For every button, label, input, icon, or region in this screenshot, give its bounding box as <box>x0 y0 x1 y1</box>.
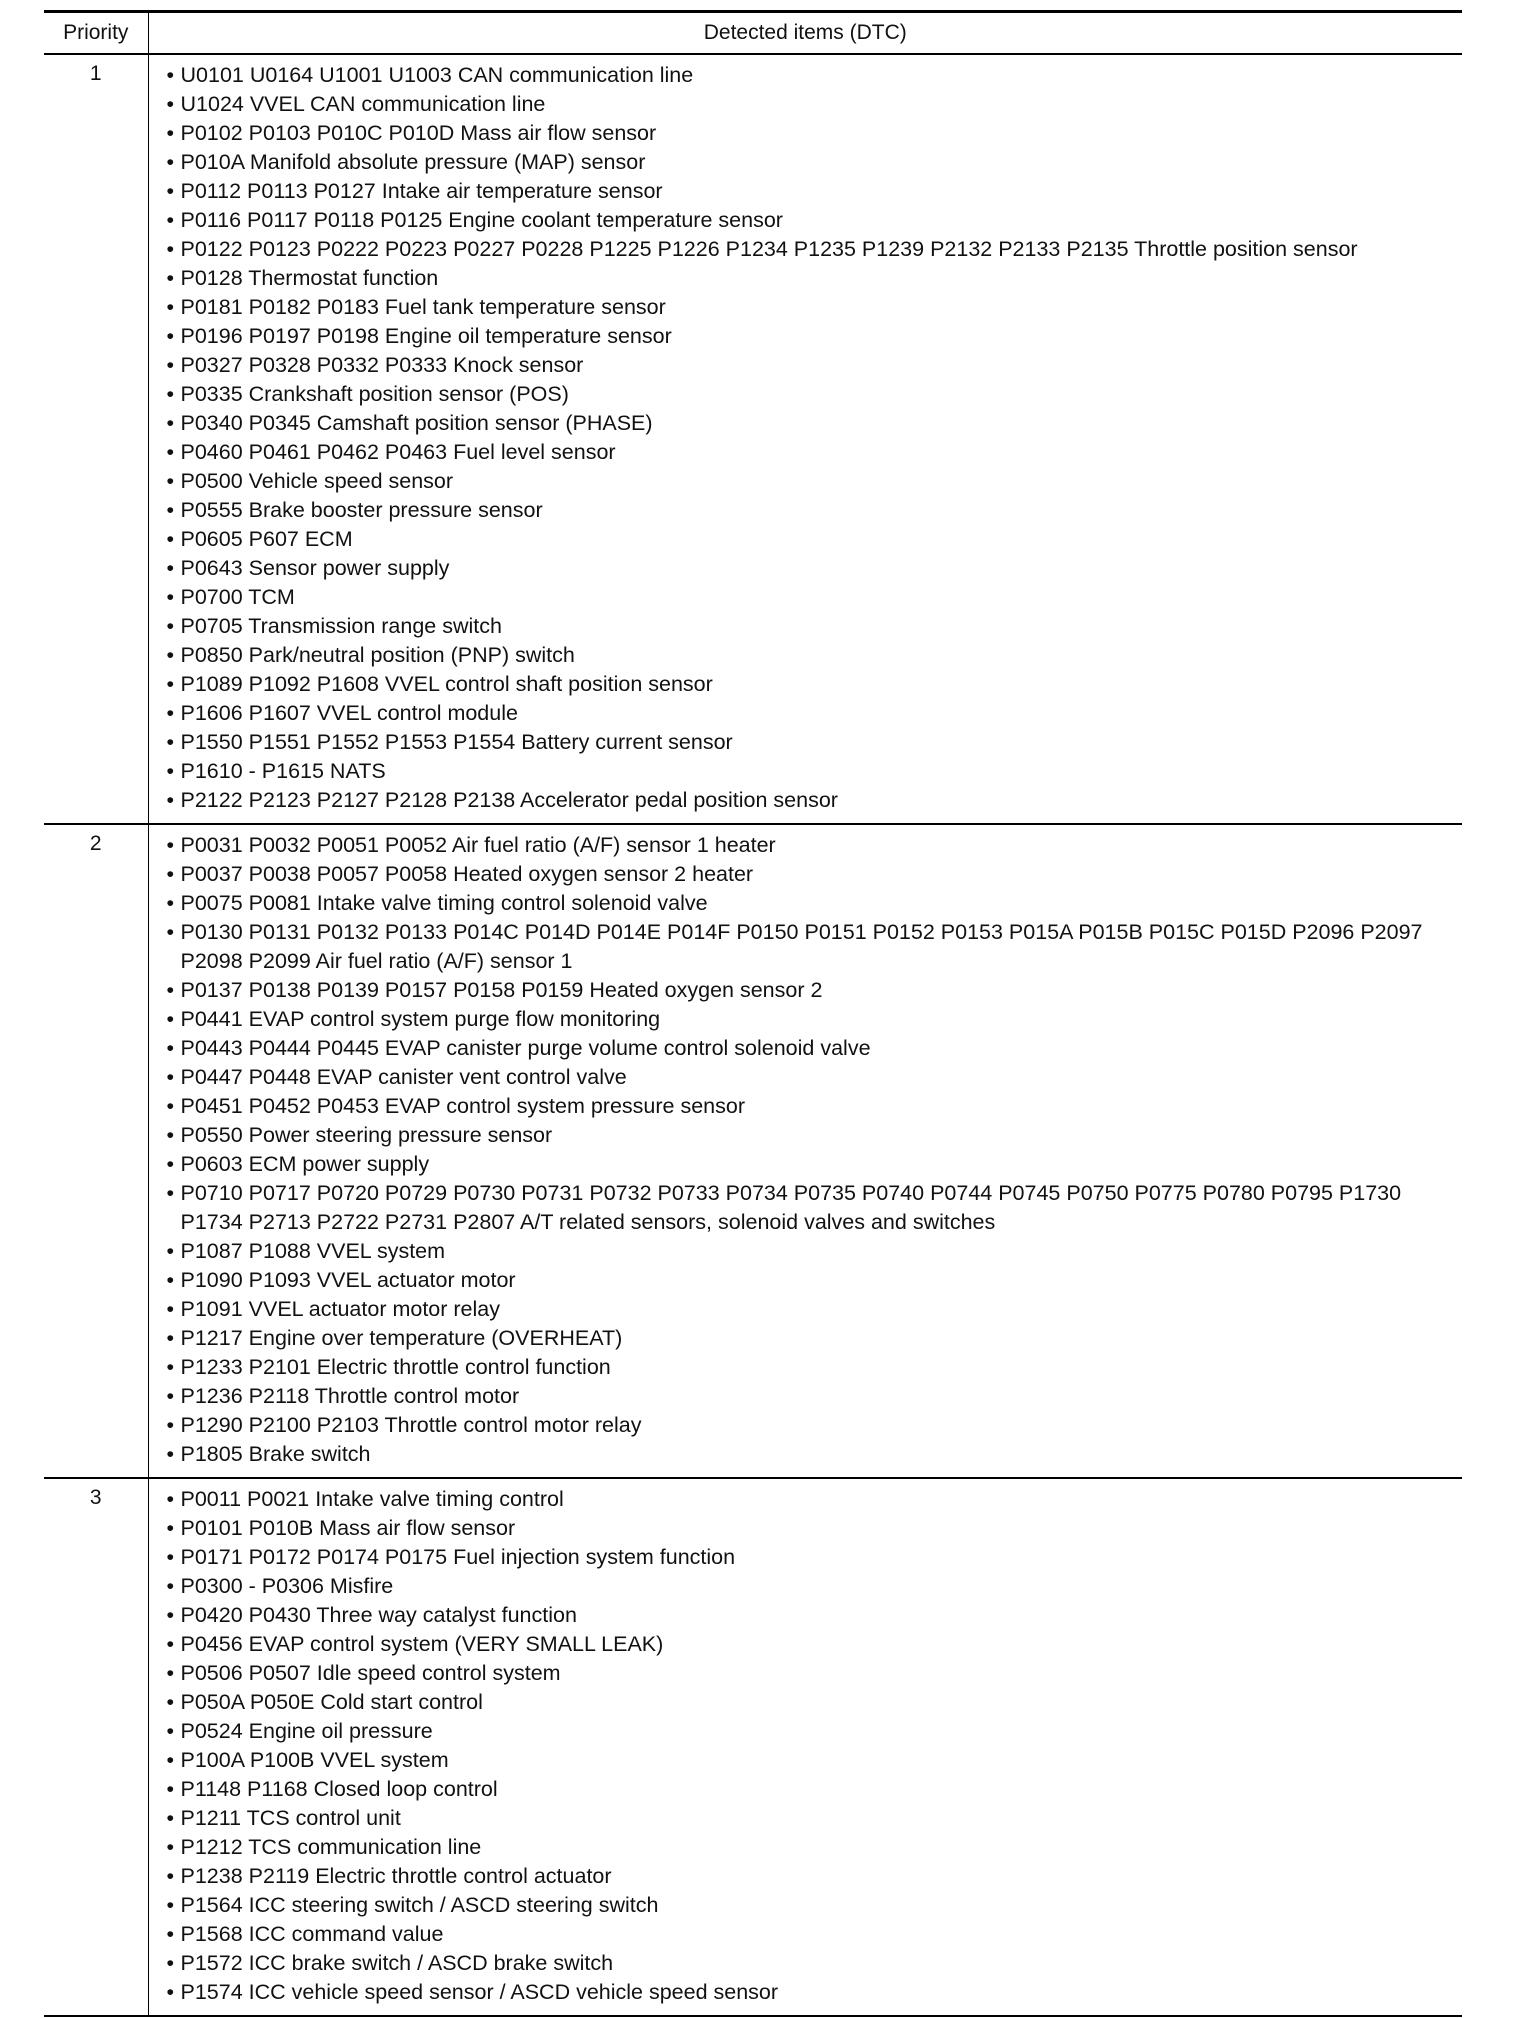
priority-column-header: Priority <box>44 12 148 55</box>
dtc-list-item: • P0137 P0138 P0139 P0157 P0158 P0159 Heated oxygen sensor 2 <box>149 976 1463 1005</box>
dtc-priority-table <box>44 10 1462 2017</box>
dtc-list-item: • P0603 ECM power supply <box>149 1150 1463 1179</box>
dtc-list-item: • P0335 Crankshaft position sensor (POS) <box>149 380 1463 409</box>
dtc-list-item: • P0181 P0182 P0183 Fuel tank temperature sensor <box>149 293 1463 322</box>
table-header <box>44 12 1462 55</box>
dtc-list-item: • P0460 P0461 P0462 P0463 Fuel level sensor <box>149 438 1463 467</box>
dtc-list-item: • P0447 P0448 EVAP canister vent control valve <box>149 1063 1463 1092</box>
dtc-list-item: • P1217 Engine over temperature (OVERHEAT) <box>149 1324 1463 1353</box>
detected-items-cell <box>148 824 1462 1478</box>
dtc-list-item: • P0130 P0131 P0132 P0133 P014C P014D P014E P014F P0150 P0151 P0152 P0153 P015A P015B P015C P015D P2096 P2097 P2098 P2099 Air fuel ratio (A/F) sensor 1 <box>149 918 1463 976</box>
dtc-list-item: • P0524 Engine oil pressure <box>149 1717 1463 1746</box>
dtc-list-item: • P1550 P1551 P1552 P1553 P1554 Battery current sensor <box>149 728 1463 757</box>
dtc-list-item: • P1089 P1092 P1608 VVEL control shaft position sensor <box>149 670 1463 699</box>
dtc-list-item: • P0443 P0444 P0445 EVAP canister purge volume control solenoid valve <box>149 1034 1463 1063</box>
dtc-list-item: • P1090 P1093 VVEL actuator motor <box>149 1266 1463 1295</box>
dtc-list-item: • P0300 - P0306 Misfire <box>149 1572 1463 1601</box>
dtc-list-item: • P0340 P0345 Camshaft position sensor (PHASE) <box>149 409 1463 438</box>
dtc-list-item: • P0112 P0113 P0127 Intake air temperature sensor <box>149 177 1463 206</box>
dtc-list-item: • P0122 P0123 P0222 P0223 P0227 P0228 P1225 P1226 P1234 P1235 P1239 P2132 P2133 P2135 Throttle position sensor <box>149 235 1463 264</box>
dtc-list-item: • P0031 P0032 P0051 P0052 Air fuel ratio (A/F) sensor 1 heater <box>149 831 1463 860</box>
dtc-list-item: • P0456 EVAP control system (VERY SMALL LEAK) <box>149 1630 1463 1659</box>
dtc-list-item: • P1091 VVEL actuator motor relay <box>149 1295 1463 1324</box>
dtc-list-item: • P0506 P0507 Idle speed control system <box>149 1659 1463 1688</box>
dtc-list-item: • P0420 P0430 Three way catalyst function <box>149 1601 1463 1630</box>
dtc-list-item: • P1211 TCS control unit <box>149 1804 1463 1833</box>
dtc-list-item: • P0441 EVAP control system purge flow monitoring <box>149 1005 1463 1034</box>
header-row <box>44 12 1462 55</box>
dtc-list-item: • P0550 Power steering pressure sensor <box>149 1121 1463 1150</box>
dtc-list-item: • P0500 Vehicle speed sensor <box>149 467 1463 496</box>
dtc-list-item: • P1290 P2100 P2103 Throttle control motor relay <box>149 1411 1463 1440</box>
dtc-list-item: • U1024 VVEL CAN communication line <box>149 90 1463 119</box>
priority-cell: 3 <box>44 1478 148 2016</box>
dtc-list-item: • P0075 P0081 Intake valve timing control solenoid valve <box>149 889 1463 918</box>
dtc-list-item: • P2122 P2123 P2127 P2128 P2138 Accelerator pedal position sensor <box>149 786 1463 815</box>
dtc-list-item: • P0555 Brake booster pressure sensor <box>149 496 1463 525</box>
dtc-list-item: • P0605 P607 ECM <box>149 525 1463 554</box>
dtc-list-item: • P0327 P0328 P0332 P0333 Knock sensor <box>149 351 1463 380</box>
priority-group-row <box>44 1478 1462 2016</box>
priority-group-row <box>44 54 1462 824</box>
table-body <box>44 54 1462 2016</box>
dtc-list-item: • P1233 P2101 Electric throttle control function <box>149 1353 1463 1382</box>
dtc-list-item: • P0705 Transmission range switch <box>149 612 1463 641</box>
dtc-list-item: • P1148 P1168 Closed loop control <box>149 1775 1463 1804</box>
dtc-list-item: • P1564 ICC steering switch / ASCD steering switch <box>149 1891 1463 1920</box>
detected-items-cell <box>148 54 1462 824</box>
detected-items-column-header: Detected items (DTC) <box>703 21 907 44</box>
dtc-list-item: • P1236 P2118 Throttle control motor <box>149 1382 1463 1411</box>
dtc-list-item: • P1087 P1088 VVEL system <box>149 1237 1463 1266</box>
dtc-list-item: • U0101 U0164 U1001 U1003 CAN communication line <box>149 61 1463 90</box>
dtc-list-item: • P100A P100B VVEL system <box>149 1746 1463 1775</box>
priority-cell: 2 <box>44 824 148 1478</box>
dtc-list-item: • P0037 P0038 P0057 P0058 Heated oxygen sensor 2 heater <box>149 860 1463 889</box>
dtc-list-item: • P1574 ICC vehicle speed sensor / ASCD vehicle speed sensor <box>149 1978 1463 2007</box>
dtc-list-item: • P1212 TCS communication line <box>149 1833 1463 1862</box>
dtc-list-item: • P1572 ICC brake switch / ASCD brake switch <box>149 1949 1463 1978</box>
dtc-list-item: • P1606 P1607 VVEL control module <box>149 699 1463 728</box>
dtc-list-item: • P0102 P0103 P010C P010D Mass air flow sensor <box>149 119 1463 148</box>
detected-items-cell <box>148 1478 1462 2016</box>
dtc-list-item: • P0011 P0021 Intake valve timing control <box>149 1485 1463 1514</box>
dtc-list-item: • P1238 P2119 Electric throttle control actuator <box>149 1862 1463 1891</box>
dtc-list-item: • P0850 Park/neutral position (PNP) switch <box>149 641 1463 670</box>
dtc-list-item: • P1568 ICC command value <box>149 1920 1463 1949</box>
dtc-list-item: • P1610 - P1615 NATS <box>149 757 1463 786</box>
dtc-list-item: • P0451 P0452 P0453 EVAP control system pressure sensor <box>149 1092 1463 1121</box>
priority-cell: 1 <box>44 54 148 824</box>
dtc-list-item: • P010A Manifold absolute pressure (MAP) sensor <box>149 148 1463 177</box>
dtc-list-item: • P0196 P0197 P0198 Engine oil temperature sensor <box>149 322 1463 351</box>
dtc-item-list <box>149 1485 1463 2007</box>
priority-group-row <box>44 824 1462 1478</box>
dtc-list-item: • P0171 P0172 P0174 P0175 Fuel injection system function <box>149 1543 1463 1572</box>
dtc-list-item: • P1805 Brake switch <box>149 1440 1463 1469</box>
dtc-list-item: • P0116 P0117 P0118 P0125 Engine coolant temperature sensor <box>149 206 1463 235</box>
dtc-item-list <box>149 831 1463 1469</box>
dtc-list-item: • P050A P050E Cold start control <box>149 1688 1463 1717</box>
dtc-list-item: • P0710 P0717 P0720 P0729 P0730 P0731 P0732 P0733 P0734 P0735 P0740 P0744 P0745 P0750 P0775 P0780 P0795 P1730 P1734 P2713 P2722 P2731 P2807 A/T related sensors, solenoid valves and switches <box>149 1179 1463 1237</box>
dtc-list-item: • P0128 Thermostat function <box>149 264 1463 293</box>
dtc-list-item: • P0700 TCM <box>149 583 1463 612</box>
dtc-list-item: • P0101 P010B Mass air flow sensor <box>149 1514 1463 1543</box>
dtc-item-list <box>149 61 1463 815</box>
dtc-list-item: • P0643 Sensor power supply <box>149 554 1463 583</box>
